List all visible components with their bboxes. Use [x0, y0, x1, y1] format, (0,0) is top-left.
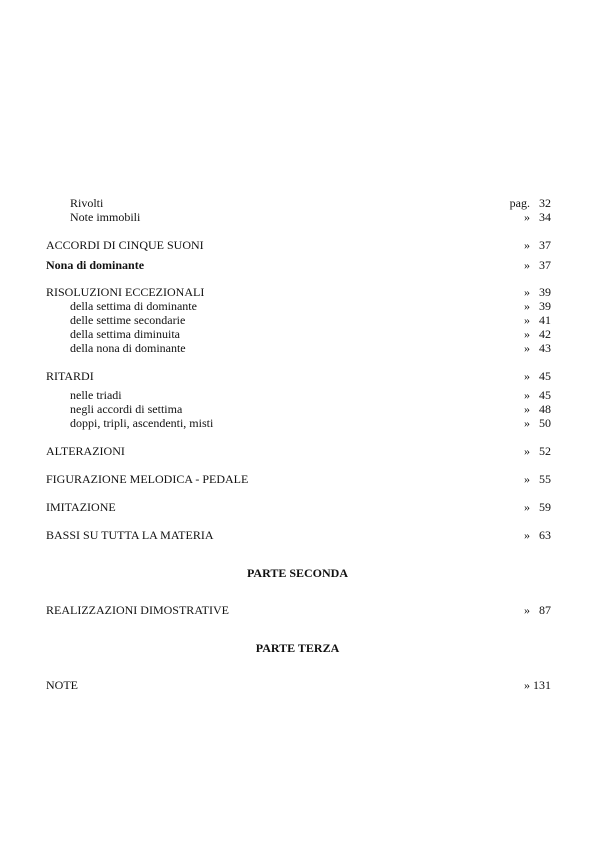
- toc-ditto-mark: »: [524, 528, 530, 542]
- toc-ditto-mark: »: [524, 341, 530, 355]
- toc-ditto-mark: »: [524, 500, 530, 514]
- toc-page-number: 52: [539, 444, 551, 458]
- toc-entry-label: delle settime secondarie: [70, 313, 186, 327]
- toc-ditto-mark: »: [524, 678, 530, 692]
- toc-entry-label: della settima diminuita: [70, 327, 180, 341]
- toc-page-number: 45: [539, 369, 551, 383]
- toc-page-prefix: pag.: [509, 196, 530, 210]
- toc-ditto-mark: »: [524, 238, 530, 252]
- toc-entry-label: nelle triadi: [70, 388, 122, 402]
- toc-page-number: 87: [539, 603, 551, 617]
- toc-page-number: 43: [539, 341, 551, 355]
- toc-ditto-mark: »: [524, 402, 530, 416]
- toc-ditto-mark: »: [524, 603, 530, 617]
- part-heading-seconda: PARTE SECONDA: [246, 566, 349, 580]
- toc-entry-label: Nona di dominante: [46, 258, 145, 272]
- toc-page-number: 50: [539, 416, 551, 430]
- toc-page-number: 39: [539, 299, 551, 313]
- toc-page-number: 37: [539, 238, 551, 252]
- toc-page-number: 32: [539, 196, 551, 210]
- toc-page-number: 39: [539, 285, 551, 299]
- toc-section-label: FIGURAZIONE MELODICA - PEDALE: [46, 472, 249, 486]
- toc-ditto-mark: »: [524, 416, 530, 430]
- toc-section-label: BASSI SU TUTTA LA MATERIA: [46, 528, 214, 542]
- toc-entry-label: Rivolti: [70, 196, 104, 210]
- toc-section-label: RITARDI: [46, 369, 94, 383]
- toc-section-label: NOTE: [46, 678, 78, 692]
- toc-page-number: 59: [539, 500, 551, 514]
- toc-page-number: 45: [539, 388, 551, 402]
- toc-page-number: 42: [539, 327, 551, 341]
- toc-ditto-mark: »: [524, 299, 530, 313]
- toc-page-number: 55: [539, 472, 551, 486]
- toc-page-number: 34: [539, 210, 551, 224]
- toc-entry-label: doppi, tripli, ascendenti, misti: [70, 416, 214, 430]
- toc-ditto-mark: »: [524, 444, 530, 458]
- toc-section-label: REALIZZAZIONI DIMOSTRATIVE: [46, 603, 229, 617]
- toc-ditto-mark: »: [524, 258, 530, 272]
- toc-section-label: ACCORDI DI CINQUE SUONI: [46, 238, 204, 252]
- toc-entry-label: della settima di dominante: [70, 299, 197, 313]
- toc-entry-label: negli accordi di settima: [70, 402, 183, 416]
- toc-entry-label: della nona di dominante: [70, 341, 186, 355]
- toc-page-number: 41: [539, 313, 551, 327]
- toc-page-number: 131: [533, 678, 551, 692]
- toc-ditto-mark: »: [524, 313, 530, 327]
- toc-ditto-mark: »: [524, 472, 530, 486]
- toc-page-number: 63: [539, 528, 551, 542]
- toc-ditto-mark: »: [524, 388, 530, 402]
- toc-ditto-mark: »: [524, 369, 530, 383]
- toc-page-number: 48: [539, 402, 551, 416]
- toc-page-number: 37: [539, 258, 551, 272]
- toc-ditto-mark: »: [524, 210, 530, 224]
- toc-section-label: RISOLUZIONI ECCEZIONALI: [46, 285, 205, 299]
- toc-section-label: ALTERAZIONI: [46, 444, 125, 458]
- toc-entry-label: Note immobili: [70, 210, 141, 224]
- part-heading-terza: PARTE TERZA: [255, 641, 340, 655]
- toc-ditto-mark: »: [524, 285, 530, 299]
- toc-section-label: IMITAZIONE: [46, 500, 116, 514]
- toc-ditto-mark: »: [524, 327, 530, 341]
